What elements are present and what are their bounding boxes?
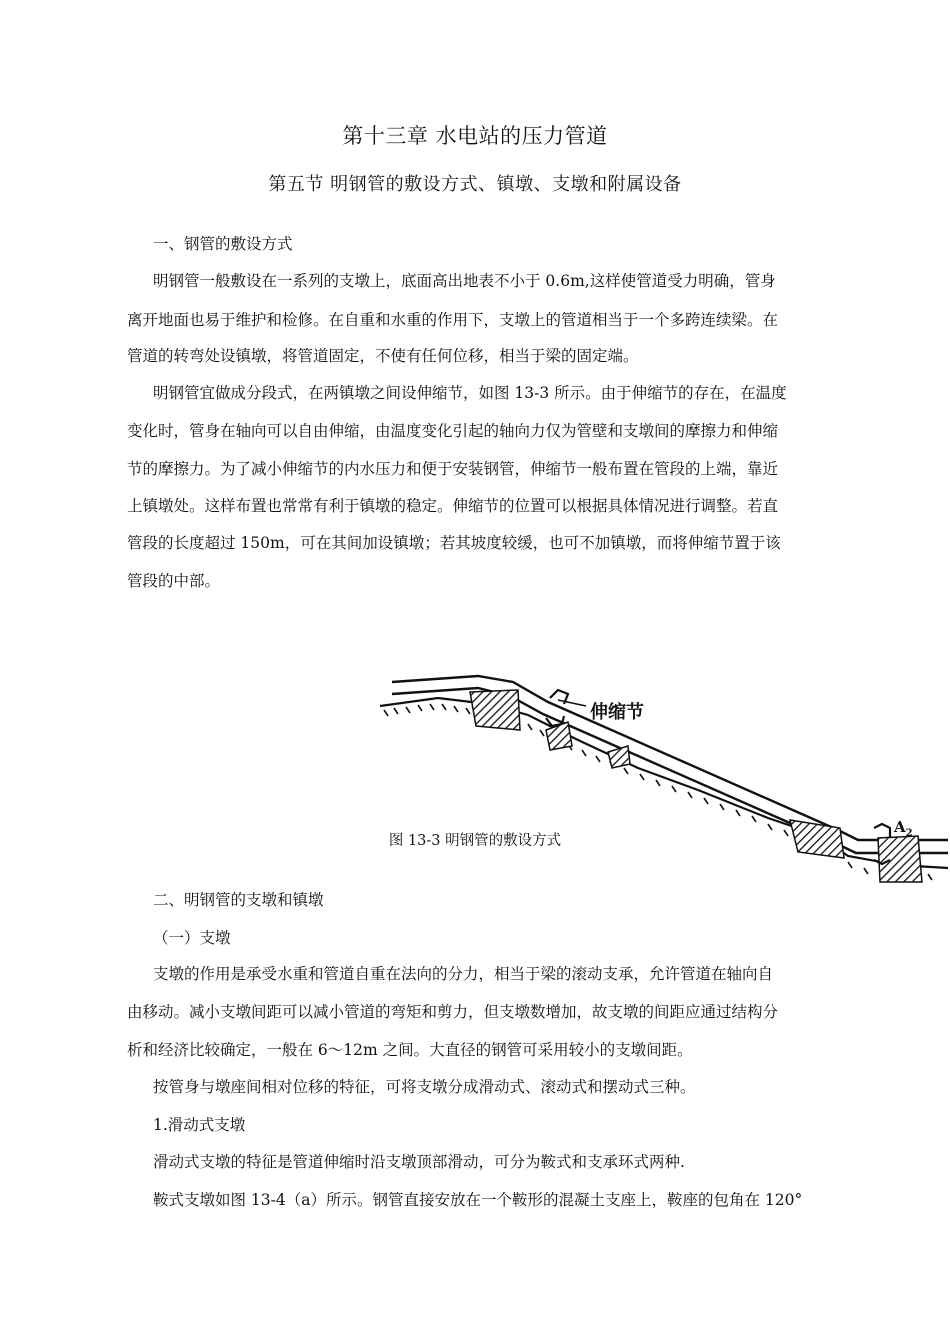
figure-caption: 图 13-3 明钢管的敷设方式 <box>388 833 562 849</box>
pier <box>608 746 630 768</box>
paragraph-line: 滑动式支墩的特征是管道伸缩时沿支墩顶部滑动，可分为鞍式和支承环式两种. <box>153 1153 685 1171</box>
paragraph-line: 上镇墩处。这样布置也常常有利于镇墩的稳定。伸缩节的位置可以根据具体情况进行调整。若直 <box>127 497 779 515</box>
chapter-title: 第十三章 水电站的压力管道 <box>342 124 608 148</box>
paragraph-line: 析和经济比较确定，一般在 6～12m 之间。大直径的钢管可采用较小的支墩间距。 <box>127 1041 693 1059</box>
ground-texture <box>384 704 932 880</box>
upper-anchor-block <box>470 690 520 730</box>
label-leader <box>558 700 586 706</box>
label-a2: $A_2$ <box>894 818 913 839</box>
heading-piers: （一）支墩 <box>153 929 231 947</box>
paragraph-line: 鞍式支墩如图 13-4（a）所示。钢管直接安放在一个鞍形的混凝土支座上，鞍座的包角在 120° <box>153 1191 803 1209</box>
paragraph-line: 由移动。减小支墩间距可以减小管道的弯矩和剪力，但支墩数增加，故支墩的间距应通过结构分 <box>127 1003 779 1021</box>
paragraph-line: 管段的长度超过 150m，可在其间加设镇墩；若其坡度较缓，也可不加镇墩，而将伸缩节置于该 <box>127 534 781 552</box>
paragraph-line: 管道的转弯处设镇墩，将管道固定，不使有任何位移，相当于梁的固定端。 <box>127 347 639 365</box>
paragraph-line: 节的摩擦力。为了减小伸缩节的内水压力和便于安装钢管，伸缩节一般布置在管段的上端，靠近 <box>127 460 779 478</box>
section-title: 第五节 明钢管的敷设方式、镇墩、支墩和附属设备 <box>268 174 682 195</box>
paragraph-line: 变化时，管身在轴向可以自由伸缩，由温度变化引起的轴向力仅为管壁和支墩间的摩擦力和伸缩 <box>127 422 779 440</box>
paragraph-line: 按管身与墩座间相对位移的特征，可将支墩分成滑动式、滚动式和摆动式三种。 <box>153 1078 696 1096</box>
paragraph-line: 管段的中部。 <box>127 572 221 590</box>
label-expansion-joint: 伸缩节 <box>590 702 644 723</box>
paragraph-line: 明钢管宜做成分段式，在两镇墩之间设伸缩节，如图 13-3 所示。由于伸缩节的存在，在温度 <box>153 384 787 402</box>
paragraph-line: 明钢管一般敷设在一系列的支墩上，底面高出地表不小于 0.6m,这样使管道受力明确，管身 <box>153 272 776 290</box>
heading-laying-method: 一、钢管的敷设方式 <box>153 235 293 253</box>
pipe-layout-figure <box>378 660 950 892</box>
paragraph-line: 离开地面也易于维护和检修。在自重和水重的作用下，支墩上的管道相当于一个多跨连续梁。在 <box>127 311 779 329</box>
paragraph-line: 支墩的作用是承受水重和管道自重在法向的分力，相当于梁的滚动支承，允许管道在轴向自 <box>153 965 774 983</box>
heading-sliding-pier: 1.滑动式支墩 <box>153 1116 246 1134</box>
heading-piers-anchors: 二、明钢管的支墩和镇墩 <box>153 891 324 909</box>
